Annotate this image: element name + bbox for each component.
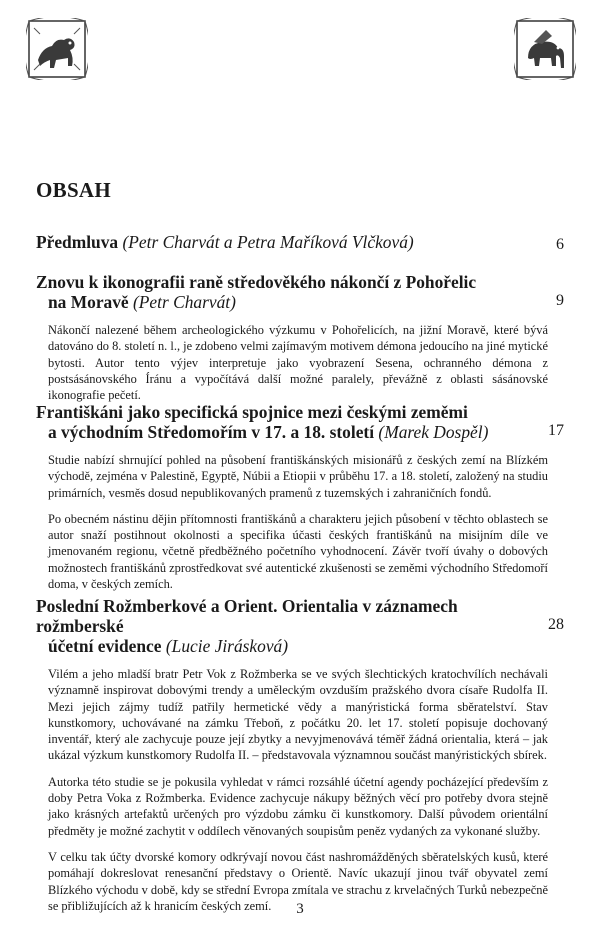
toc-entry	[36, 272, 564, 403]
entry-title[interactable]	[36, 596, 548, 656]
entry-title-text: Františkáni jako specifická spojnice mezi českými zeměmi	[36, 402, 468, 422]
lion-emblem-icon	[26, 18, 88, 80]
entry-title[interactable]	[36, 232, 548, 252]
entry-author: (Lucie Jirásková)	[165, 636, 289, 656]
entry-abstract: Autorka této studie se je pokusila vyhledat v rámci rozsáhlé účetní agendy pocházející především z doby Petra Voka z Rožmberka. Evidence zachycuje nákupy běžných věcí pro potřeby dvora stejně jako krásných artefaktů určených pro výzdobu zámku či kunstkomory. Další původem orientální předměty je možné zachytit v oddílech věnovaných soupisům peněz vydaných za vykonané služby.	[48, 774, 548, 838]
entry-title[interactable]	[36, 272, 548, 312]
toc-entry	[36, 232, 564, 253]
entry-abstract: Nákončí nalezené během archeologického výzkumu v Pohořelicích, na jižní Moravě, které bývá datováno do 8. století n. l., je zdobeno velmi zajímavým motivem démona jedoucího na jiné mytické bytosti. Autor tento výjev interpretuje jako vyobrazení Sesena, ochranného démona z postsásánovského Íránu a vypočítává další možné paralely, převážně z oblasti sásánovské ikonografie pečetí.	[48, 323, 548, 403]
page-folio: 3	[296, 901, 304, 917]
entry-page-number[interactable]: 17	[548, 422, 564, 439]
entry-author: (Marek Dospěl)	[378, 422, 489, 442]
entry-title[interactable]	[36, 402, 548, 442]
entry-author: (Petr Charvát a Petra Maříková Vlčková)	[122, 232, 414, 252]
entry-page-number[interactable]: 28	[548, 616, 564, 633]
entry-title-text-line2: a východním Středomořím v 17. a 18. století	[48, 422, 375, 442]
toc-entry	[36, 402, 564, 592]
entry-abstract: Po obecném nástinu dějin přítomnosti františkánů a charakteru jejich působení v těchto oblastech se autor snaží postihnout okolnosti a specifika účasti českých františkánů na misijním díle ve jmenovaném regionu, včetně předběžného početního vyhodnocení. Závěr tvoří úvahy o dobových možnostech františkánů zprostředkovat své autentické zkušenosti se zeměmi východního Středomoří doma, v českých zemích.	[48, 511, 548, 592]
entry-page-number[interactable]: 6	[556, 236, 564, 253]
entry-title-text: Poslední Rožmberkové a Orient. Orientalia v záznamech rožmberské	[36, 596, 458, 636]
entry-title-text: Předmluva	[36, 232, 119, 252]
entry-abstract: Studie nabízí shrnující pohled na působení františkánských misionářů z českých zemí na Blízkém východě, zejména v Palestině, Egyptě, Núbii a Etiopii v průběhu 17. a 18. století, založený na studiu primárních, vesměs dosud nepublikovaných pramenů z tuzemských i zahraničních fondů.	[48, 453, 548, 500]
entry-title-text-line2: na Moravě	[48, 292, 129, 312]
entry-abstract: Vilém a jeho mladší bratr Petr Vok z Rožmberka se ve svých šlechtických kratochvílích nechávali významně inspirovat dobovými trendy a uměleckým ovzduším pražského dvora císaře Rudolfa II. Mezi jejich zájmy tudíž patřily hermetické vědy a manýristická forma sběratelství. Stav kunstkomory, uchovávané na zámku Třeboň, z počátku 20. let 17. století popisuje dochovaný inventář, který ale zachycuje pouze její zbytky a nevyjmenovává téměř žádná orientalia, která – jak ukázal výzkum kunstkomory Rudolfa II. – představovala významnou součást manýristických sbírek.	[48, 667, 548, 763]
entry-page-number[interactable]: 9	[556, 292, 564, 309]
entry-title-text-line2: účetní evidence	[48, 636, 162, 656]
elephant-emblem-icon	[514, 18, 576, 80]
entry-author: (Petr Charvát)	[133, 292, 236, 312]
entry-title-text: Znovu k ikonografii raně středověkého nákončí z Pohořelic	[36, 272, 477, 292]
toc-entry	[36, 596, 564, 914]
page-heading: OBSAH	[36, 178, 112, 202]
entry-abstract: V celku tak účty dvorské komory odkrývají novou část nashromážděných sběratelských kusů, které pomáhají dokreslovat renesanční představy o Orientě. Navíc ukazují jinou tvář obyvatel zemí Blízkého východu v době, kdy se střední Evropa zmítala ve strachu z krvelačných Turků nebezpečně se přibližujících až k hranicím českých zemí.	[48, 849, 548, 913]
